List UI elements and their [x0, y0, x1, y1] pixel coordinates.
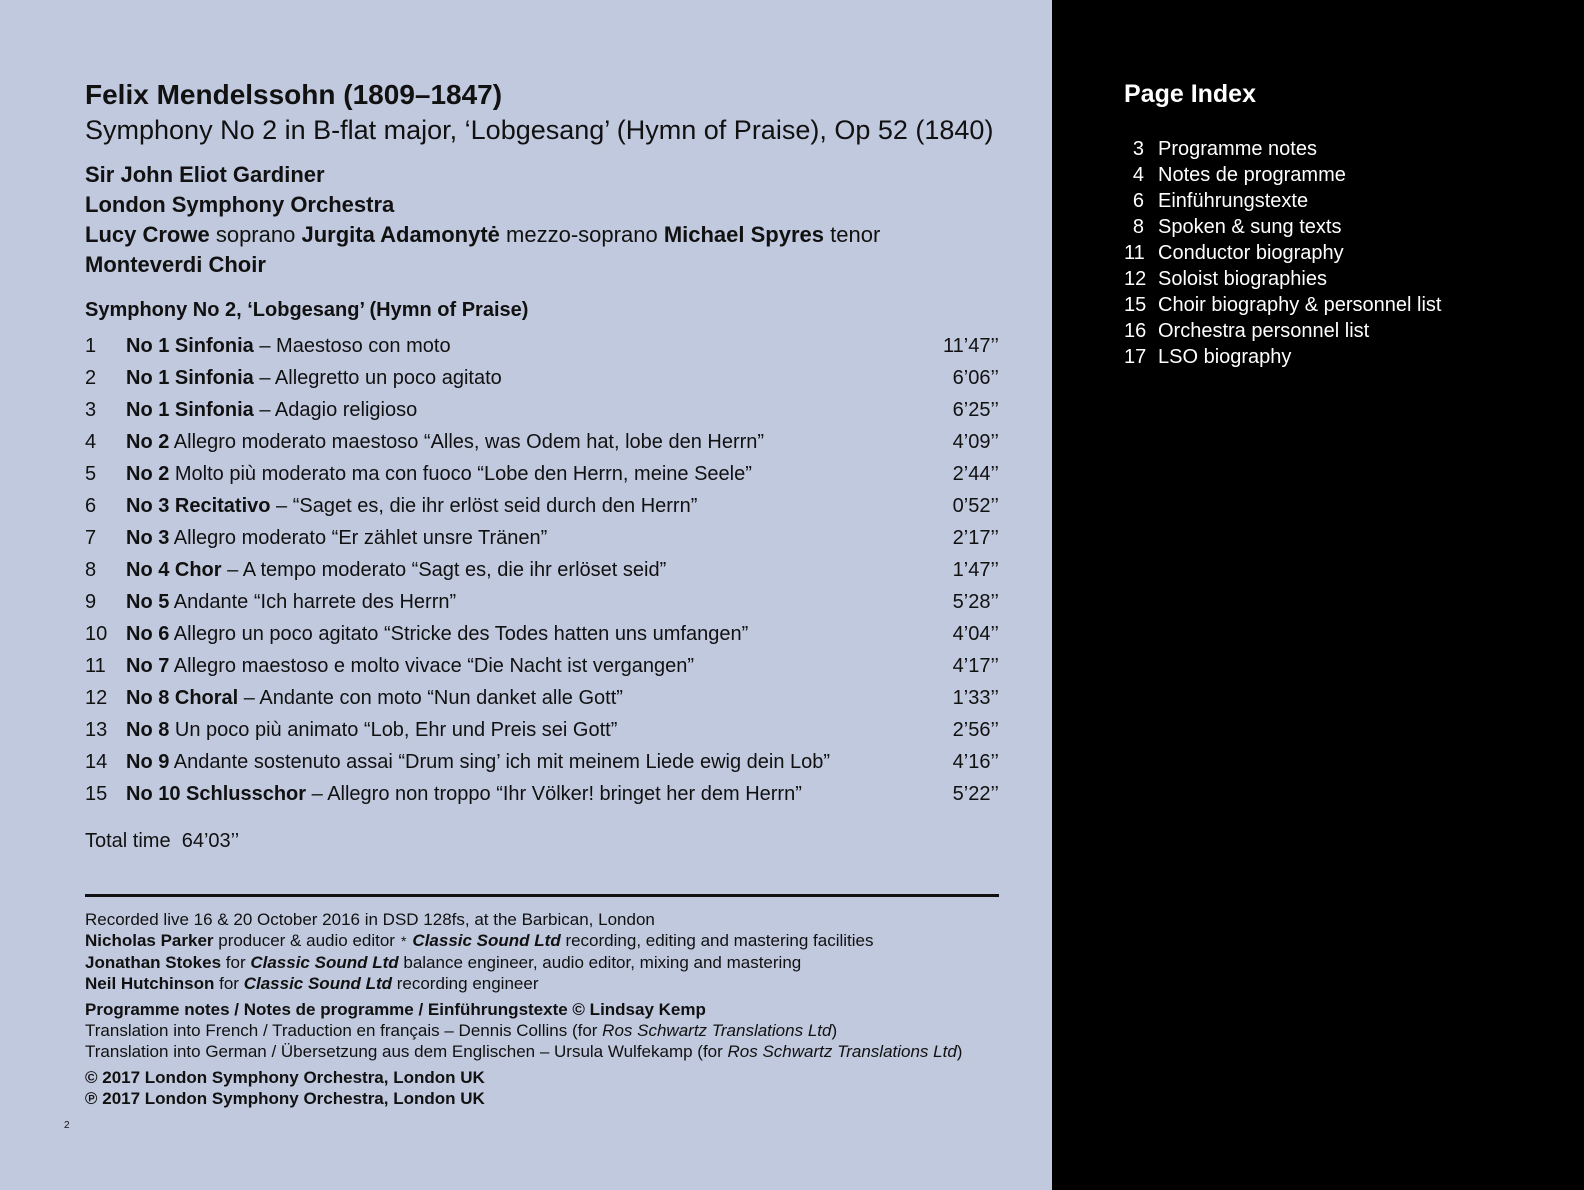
movement-text: – A tempo moderato “Sagt es, die ihr erlöset seid” [221, 559, 667, 581]
index-label: Notes de programme [1158, 164, 1346, 186]
copyright-line: © 2017 London Symphony Orchestra, London UK [85, 1068, 485, 1087]
track-description [126, 394, 417, 426]
track-description [126, 362, 502, 394]
movement-label: No 8 [126, 719, 170, 741]
track-description [126, 682, 623, 714]
orchestra-name: London Symphony Orchestra [85, 192, 395, 217]
index-page-number: 4 [1132, 164, 1144, 186]
track-number: 11 [85, 655, 106, 677]
index-page-number: 12 [1124, 268, 1147, 290]
index-label: Spoken & sung texts [1158, 216, 1342, 238]
movement-label: No 1 Sinfonia [126, 399, 254, 421]
translation-close: ) [831, 1021, 838, 1040]
soloist-name: Lucy Crowe [85, 222, 210, 247]
track-row [85, 394, 999, 426]
movement-text: Molto più moderato ma con fuoco “Lobe den Herrn, meine Seele” [169, 463, 752, 485]
movement-text: Andante sostenuto assai “Drum sing’ ich mit meinem Liede ewig dein Lob” [169, 751, 831, 773]
track-row [85, 426, 999, 458]
movement-label: No 6 [126, 623, 170, 645]
movement-label: No 2 [126, 463, 170, 485]
translation-french [85, 1020, 962, 1041]
track-duration: 4’16’’ [952, 751, 999, 773]
track-number: 7 [85, 527, 97, 549]
track-duration: 4’04’’ [952, 623, 999, 645]
track-number: 15 [85, 783, 108, 805]
track-number: 6 [85, 495, 97, 517]
page-number: 2 [64, 1120, 70, 1131]
credit-for: for [214, 974, 244, 993]
track-description [126, 586, 456, 618]
track-row [85, 714, 999, 746]
composer-heading: Felix Mendelssohn (1809–1847) [85, 79, 503, 110]
track-duration: 1’33’’ [952, 687, 999, 709]
track-duration: 5’22’’ [952, 783, 999, 805]
credit-name: Neil Hutchinson [85, 974, 215, 993]
index-label: Orchestra personnel list [1158, 320, 1370, 342]
credit-line [85, 973, 962, 994]
index-item[interactable] [1124, 318, 1524, 344]
index-item[interactable] [1124, 188, 1524, 214]
track-duration: 2’56’’ [952, 719, 999, 741]
index-page-number: 3 [1132, 138, 1144, 160]
credit-line [85, 952, 962, 973]
movement-text: – “Saget es, die ihr erlöst seid durch den Herrn” [270, 495, 698, 517]
track-row [85, 490, 999, 522]
track-description [126, 490, 697, 522]
movement-text: – Andante con moto “Nun danket alle Gott” [238, 687, 623, 709]
index-page-number: 8 [1132, 216, 1144, 238]
translation-company: Ros Schwartz Translations Ltd [727, 1042, 957, 1061]
movement-text: Allegro maestoso e molto vivace “Die Nacht ist vergangen” [169, 655, 695, 677]
movement-label: No 3 Recitativo [126, 495, 271, 517]
movement-label: No 1 Sinfonia [126, 335, 254, 357]
track-row [85, 682, 999, 714]
track-description [126, 522, 547, 554]
track-row [85, 458, 999, 490]
credit-line [85, 930, 962, 952]
track-description [126, 714, 617, 746]
track-duration: 6’25’’ [952, 399, 999, 421]
movement-text: – Adagio religioso [253, 399, 418, 421]
track-description [126, 778, 802, 810]
credit-for: for [221, 953, 251, 972]
movement-label: No 10 Schlusschor [126, 783, 307, 805]
credit-company: Classic Sound Ltd [243, 974, 392, 993]
movement-label: No 7 [126, 655, 170, 677]
credit-role: balance engineer, audio editor, mixing and mastering [398, 953, 802, 972]
track-duration: 2’17’’ [952, 527, 999, 549]
track-description [126, 650, 694, 682]
track-list [85, 330, 999, 810]
track-row [85, 330, 999, 362]
separator-asterisk: * [400, 933, 407, 949]
index-item[interactable] [1124, 240, 1524, 266]
track-description [126, 426, 764, 458]
movement-text: Allegro moderato “Er zählet unsre Tränen” [169, 527, 548, 549]
index-label: Choir biography & personnel list [1158, 294, 1442, 316]
track-duration: 4’17’’ [952, 655, 999, 677]
track-number: 13 [85, 719, 108, 741]
track-number: 10 [85, 623, 108, 645]
track-duration: 1’47’’ [952, 559, 999, 581]
track-number: 9 [85, 591, 97, 613]
track-row [85, 746, 999, 778]
movement-text: – Maestoso con moto [253, 335, 451, 357]
movement-label: No 5 [126, 591, 170, 613]
track-description [126, 554, 666, 586]
total-time-value: 64’03’’ [181, 830, 240, 852]
track-row [85, 778, 999, 810]
movement-text: Un poco più animato “Lob, Ehr und Preis sei Gott” [169, 719, 618, 741]
index-page-number: 16 [1124, 320, 1147, 342]
track-row [85, 618, 999, 650]
track-number: 5 [85, 463, 97, 485]
index-page-number: 11 [1124, 242, 1145, 264]
track-description [126, 330, 451, 362]
index-page-number: 15 [1124, 294, 1147, 316]
track-row [85, 554, 999, 586]
recording-info: Recorded live 16 & 20 October 2016 in DSD 128fs, at the Barbican, London [85, 910, 655, 929]
index-label: Programme notes [1158, 138, 1317, 160]
divider-rule [85, 894, 999, 897]
index-label: Conductor biography [1158, 242, 1344, 264]
movement-text: – Allegretto un poco agitato [253, 367, 502, 389]
performer-credits [85, 160, 880, 280]
translation-text: Translation into German / Übersetzung aus dem Englischen – Ursula Wulfekamp (for [85, 1042, 728, 1061]
translation-text: Translation into French / Traduction en français – Dennis Collins (for [85, 1021, 603, 1040]
index-label: Soloist biographies [1158, 268, 1327, 290]
page-index-list [1124, 136, 1524, 370]
index-label: Einführungstexte [1158, 190, 1309, 212]
credit-company: Classic Sound Ltd [412, 931, 561, 950]
track-number: 14 [85, 751, 108, 773]
translation-company: Ros Schwartz Translations Ltd [602, 1021, 832, 1040]
soloist-name: Michael Spyres [663, 222, 824, 247]
page-index-panel [1052, 0, 1584, 1190]
movement-label: No 8 Choral [126, 687, 239, 709]
index-page-number: 6 [1132, 190, 1144, 212]
credit-name: Nicholas Parker [85, 931, 214, 950]
translation-german [85, 1041, 962, 1062]
track-duration: 0’52’’ [952, 495, 999, 517]
credit-company: Classic Sound Ltd [250, 953, 399, 972]
total-time [85, 830, 239, 853]
page-index-title: Page Index [1124, 80, 1256, 108]
movement-label: No 4 Chor [126, 559, 222, 581]
index-item[interactable] [1124, 292, 1524, 318]
movement-text: Andante “Ich harrete des Herrn” [169, 591, 457, 613]
track-number: 4 [85, 431, 97, 453]
index-item[interactable] [1124, 214, 1524, 240]
movement-label: No 9 [126, 751, 170, 773]
index-label: LSO biography [1158, 346, 1292, 368]
credit-role: recording, editing and mastering facilities [560, 931, 874, 950]
soloist-role: tenor [830, 222, 881, 247]
phonogram-line: ℗ 2017 London Symphony Orchestra, London UK [85, 1089, 485, 1108]
track-duration: 11’47’’ [943, 335, 999, 357]
index-item[interactable] [1124, 266, 1524, 292]
tracklist-heading: Symphony No 2, ‘Lobgesang’ (Hymn of Praise) [85, 299, 529, 321]
conductor-name: Sir John Eliot Gardiner [85, 162, 325, 187]
track-row [85, 362, 999, 394]
credit-role: producer & audio editor [213, 931, 395, 950]
track-duration: 5’28’’ [952, 591, 999, 613]
movement-label: No 1 Sinfonia [126, 367, 254, 389]
track-row [85, 522, 999, 554]
track-row [85, 586, 999, 618]
track-number: 8 [85, 559, 97, 581]
track-number: 2 [85, 367, 97, 389]
credit-name: Jonathan Stokes [85, 953, 222, 972]
soloist-name: Jurgita Adamonytė [301, 222, 500, 247]
credit-role: recording engineer [392, 974, 539, 993]
track-duration: 6’06’’ [952, 367, 999, 389]
track-description [126, 618, 748, 650]
movement-text: – Allegro non troppo “Ihr Völker! bringet her dem Herrn” [306, 783, 802, 805]
movement-label: No 2 [126, 431, 170, 453]
movement-label: No 3 [126, 527, 170, 549]
soloist-role: mezzo-soprano [506, 222, 658, 247]
choir-name: Monteverdi Choir [85, 252, 266, 277]
track-duration: 2’44’’ [952, 463, 999, 485]
track-description [126, 458, 752, 490]
track-row [85, 650, 999, 682]
track-number: 3 [85, 399, 97, 421]
track-duration: 4’09’’ [952, 431, 999, 453]
total-time-label: Total time [85, 830, 171, 852]
track-description [126, 746, 830, 778]
index-item[interactable] [1124, 136, 1524, 162]
movement-text: Allegro moderato maestoso “Alles, was Odem hat, lobe den Herrn” [169, 431, 765, 453]
translation-close: ) [956, 1042, 963, 1061]
work-title: Symphony No 2 in B-flat major, ‘Lobgesang’ (Hymn of Praise), Op 52 (1840) [85, 115, 994, 145]
soloist-role: soprano [215, 222, 296, 247]
index-item[interactable] [1124, 344, 1524, 370]
production-credits [85, 909, 962, 1109]
track-number: 1 [85, 335, 97, 357]
track-number: 12 [85, 687, 108, 709]
index-page-number: 17 [1124, 346, 1147, 368]
soloists-line [85, 220, 880, 250]
movement-text: Allegro un poco agitato “Stricke des Todes hatten uns umfangen” [169, 623, 749, 645]
programme-notes-credit: Programme notes / Notes de programme / Einführungstexte © Lindsay Kemp [85, 1000, 706, 1019]
index-item[interactable] [1124, 162, 1524, 188]
